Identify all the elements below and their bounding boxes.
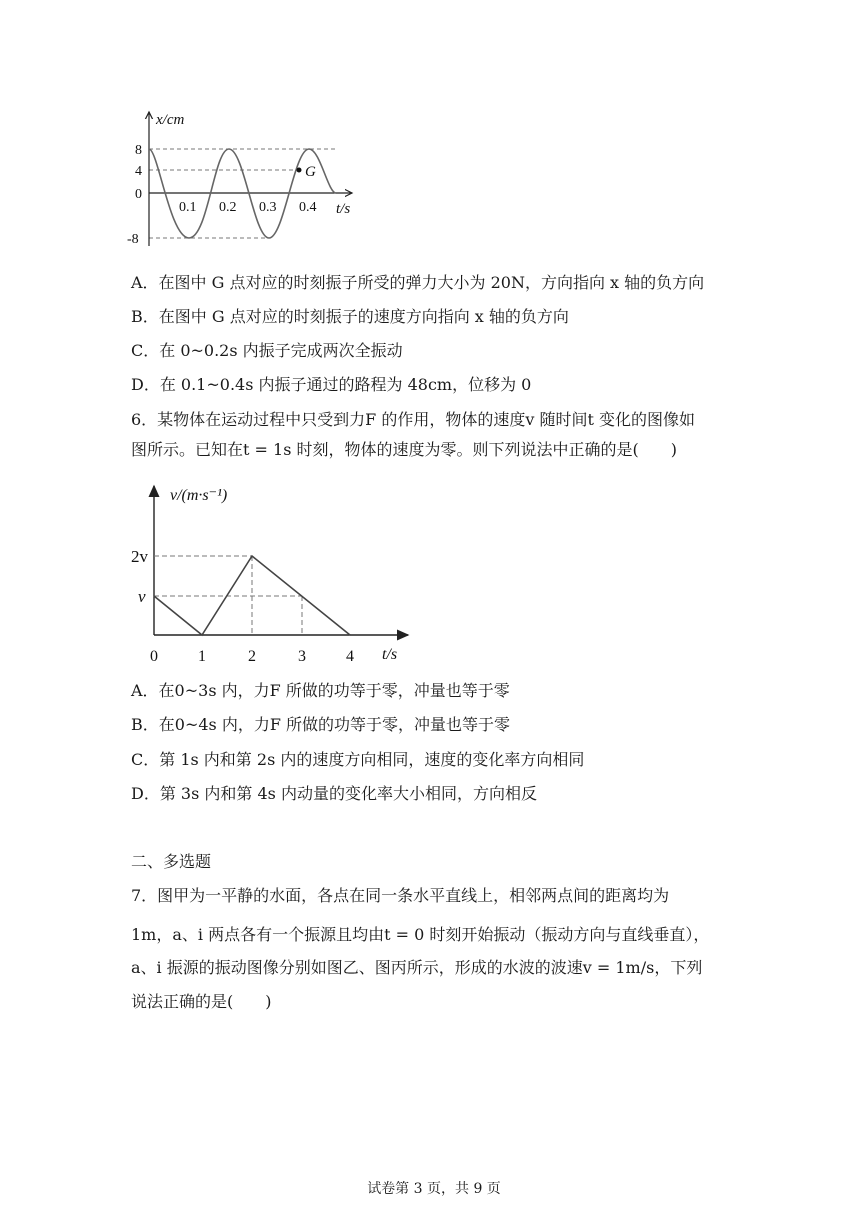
y-tick-v: v <box>138 587 146 606</box>
q6-option-b: B．在0~4s 内，力F 所做的功等于零，冲量也等于零 <box>131 715 511 734</box>
y-tick-4: 4 <box>135 164 142 179</box>
q7-line3: a、i 振源的振动图像分别如图乙、图丙所示，形成的水波的波速v = 1m/s，下列 <box>131 958 703 977</box>
q6-option-c: C．第 1s 内和第 2s 内的速度方向相同，速度的变化率方向相同 <box>131 750 585 769</box>
y-tick-0: 0 <box>135 187 142 202</box>
q7-line1: 7．图甲为一平静的水面，各点在同一条水平直线上，相邻两点间的距离均为 <box>131 886 670 905</box>
q5-option-d: D．在 0.1~0.4s 内振子通过的路程为 48cm，位移为 0 <box>131 375 532 394</box>
point-g <box>297 168 302 173</box>
y-tick-neg8: -8 <box>127 232 139 247</box>
point-g-label: G <box>305 164 316 180</box>
q5-option-b: B．在图中 G 点对应的时刻振子的速度方向指向 x 轴的负方向 <box>131 307 569 326</box>
y-tick-8: 8 <box>135 143 142 158</box>
q7-line4: 说法正确的是( ) <box>131 992 272 1011</box>
q6-option-d: D．第 3s 内和第 4s 内动量的变化率大小相同，方向相反 <box>131 784 537 803</box>
x-tick-3: 3 <box>298 648 306 665</box>
q5-option-c: C．在 0~0.2s 内振子完成两次全振动 <box>131 341 403 360</box>
y-tick-2v: 2v <box>131 547 148 566</box>
y-axis-label: v/(m·s⁻¹) <box>170 487 228 504</box>
x-axis-label: t/s <box>382 646 398 663</box>
x-tick-2: 2 <box>248 648 256 665</box>
x-tick-0.2: 0.2 <box>219 200 237 215</box>
x-tick-0.1: 0.1 <box>179 200 197 215</box>
x-tick-1: 1 <box>198 648 206 665</box>
x-tick-0.3: 0.3 <box>259 200 277 215</box>
x-tick-0: 0 <box>150 648 158 665</box>
page-footer: 试卷第 3 页，共 9 页 <box>367 1181 501 1197</box>
q6-stem-line2: 图所示。已知在t = 1s 时刻，物体的速度为零。则下列说法中正确的是( ) <box>131 440 677 459</box>
x-tick-0.4: 0.4 <box>299 200 317 215</box>
q5-option-a: A．在图中 G 点对应的时刻振子所受的弹力大小为 20N，方向指向 x 轴的负方向 <box>131 273 705 292</box>
section-heading: 二、多选题 <box>131 852 212 871</box>
velocity-time-graph <box>130 478 430 668</box>
q7-line2: 1m，a、i 两点各有一个振源且均由t = 0 时刻开始振动（振动方向与直线垂直）， <box>131 925 710 944</box>
q6-option-a: A．在0~3s 内，力F 所做的功等于零，冲量也等于零 <box>131 681 510 700</box>
x-tick-4: 4 <box>346 648 354 665</box>
x-axis-label: t/s <box>336 201 351 217</box>
oscillation-graph <box>120 104 380 254</box>
y-axis-label: x/cm <box>156 112 185 128</box>
q6-stem-line1: 6．某物体在运动过程中只受到力F 的作用，物体的速度v 随时间t 变化的图像如 <box>131 410 696 429</box>
